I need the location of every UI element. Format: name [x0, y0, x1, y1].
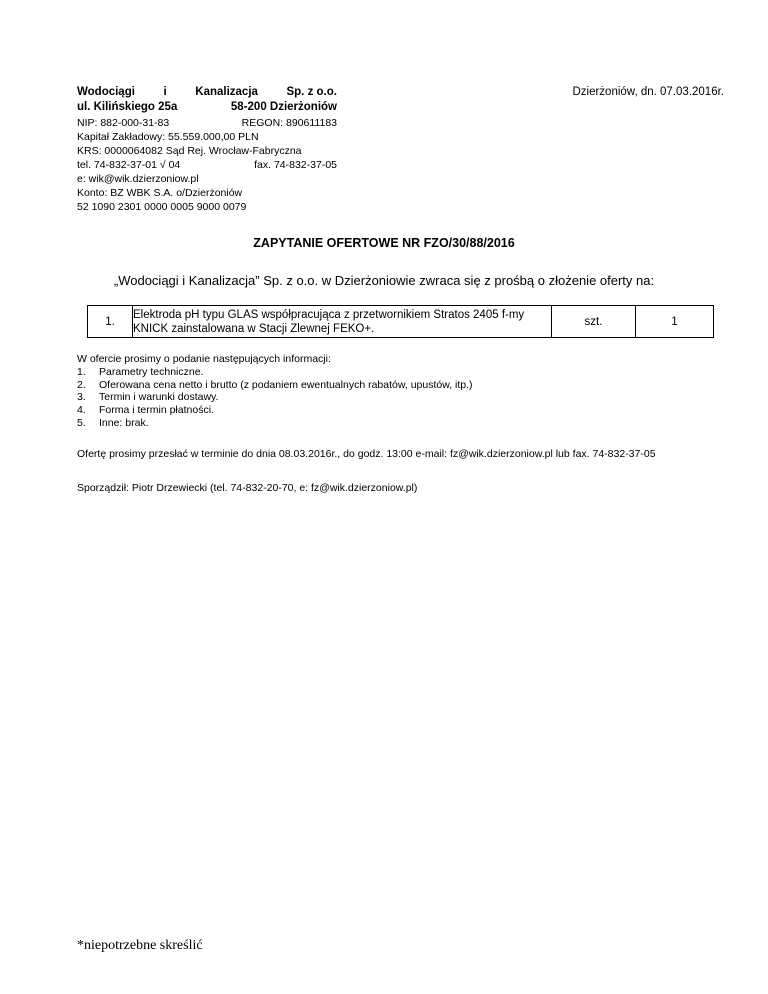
- company-regon: REGON: 890611183: [241, 117, 337, 129]
- company-name-part: Kanalizacja: [195, 86, 258, 98]
- list-item-text: Oferowana cena netto i brutto (z podaniem ewentualnych rabatów, upustów, itp.): [99, 378, 473, 391]
- item-description: [133, 306, 552, 338]
- list-item-text: Parametry techniczne.: [99, 365, 204, 378]
- info-heading: W ofercie prosimy o podanie następujących informacji:: [77, 353, 331, 365]
- item-description-line: KNICK zainstalowana w Stacji Zlewnej FEKO+.: [133, 322, 375, 335]
- items-table: [87, 305, 714, 338]
- list-item-text: Forma i termin płatności.: [99, 404, 214, 417]
- table-row: [88, 306, 714, 338]
- company-tel: tel. 74-832-37-01 √ 04: [77, 159, 181, 171]
- list-item-text: Inne: brak.: [99, 416, 149, 429]
- company-fax: fax. 74-832-37-05: [254, 159, 337, 171]
- company-address: [77, 100, 337, 115]
- company-street: ul. Kilińskiego 25a: [77, 101, 178, 113]
- document-date: Dzierżoniów, dn. 07.03.2016r.: [572, 86, 724, 98]
- company-city: 58-200 Dzierżoniów: [230, 101, 337, 113]
- list-item-number: 5.: [77, 416, 86, 429]
- company-email: e: wik@wik.dzierzoniow.pl: [77, 173, 199, 185]
- company-account-bank: Konto: BZ WBK S.A. o/Dzierżoniów: [77, 187, 243, 199]
- company-name-part: Sp. z o.o.: [286, 86, 337, 98]
- info-list: [77, 366, 473, 430]
- item-unit: szt.: [552, 306, 636, 338]
- item-quantity: 1: [636, 306, 714, 338]
- list-item-number: 4.: [77, 404, 86, 417]
- item-number: 1.: [88, 306, 133, 338]
- company-account-number: 52 1090 2301 0000 0005 9000 0079: [77, 201, 247, 213]
- item-description-line: Elektroda pH typu GLAS współpracująca z przetwornikiem Stratos 2405 f-my: [133, 308, 525, 321]
- prepared-by: Sporządził: Piotr Drzewiecki (tel. 74-832-20-70, e: fz@wik.dzierzoniow.pl): [77, 482, 418, 494]
- intro-text: „Wodociągi i Kanalizacja” Sp. z o.o. w Dzierżoniowie zwraca się z prośbą o złożenie oferty na:: [113, 273, 655, 288]
- document-title: ZAPYTANIE OFERTOWE NR FZO/30/88/2016: [253, 236, 515, 250]
- company-krs: KRS: 0000064082 Sąd Rej. Wrocław-Fabryczna: [77, 145, 302, 157]
- list-item-text: Termin i warunki dostawy.: [99, 391, 219, 404]
- list-item: [77, 379, 473, 392]
- company-name: [77, 85, 337, 100]
- list-item: [77, 417, 473, 430]
- company-name-part: i: [163, 86, 167, 98]
- list-item-number: 2.: [77, 378, 86, 391]
- footnote: *niepotrzebne skreślić: [77, 938, 203, 953]
- company-header: [77, 85, 337, 214]
- company-name-part: Wodociągi: [77, 86, 135, 98]
- company-nip: NIP: 882-000-31-83: [77, 117, 170, 129]
- list-item: [77, 366, 473, 379]
- info-section: [77, 353, 473, 430]
- list-item-number: 1.: [77, 365, 86, 378]
- list-item: [77, 404, 473, 417]
- list-item-number: 3.: [77, 391, 86, 404]
- company-capital: Kapitał Zakładowy: 55.559.000,00 PLN: [77, 131, 259, 143]
- deadline-text: Ofertę prosimy przesłać w terminie do dnia 08.03.2016r., do godz. 13:00 e-mail: fz@wik.dzierzoniow.pl lub fax. 74-832-37-05: [77, 448, 656, 460]
- list-item: [77, 391, 473, 404]
